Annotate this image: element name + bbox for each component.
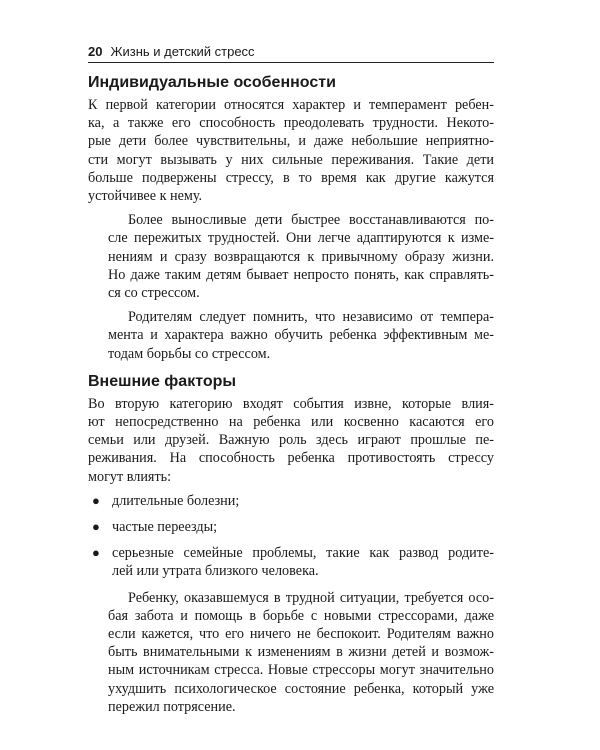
text-line: серьезные семейные проблемы, такие как развод родите- bbox=[112, 545, 494, 562]
section-heading-individual: Индивидуальные особенности bbox=[88, 74, 336, 91]
text-line: Во вторую категорию входят события извне, которые влия- bbox=[88, 395, 494, 412]
text-line: больше подвержены стрессу, в то время как другие кажутся bbox=[88, 169, 494, 186]
text-line: Но даже таким детям бывает непросто понять, как справлять- bbox=[108, 266, 494, 283]
text-line: нениям и сразу возвращаются к привычному образу жизни. bbox=[108, 248, 494, 265]
list-item bbox=[88, 544, 494, 580]
text-line: сле пережитых трудностей. Они легче адаптируются к изме- bbox=[108, 230, 494, 247]
text-line: сти могут вызывать у них сильные переживания. Такие дети bbox=[88, 151, 494, 168]
paragraph bbox=[88, 308, 494, 363]
paragraph bbox=[88, 395, 494, 486]
text-line: если кажется, что его ничего не беспокоит. Родителям важно bbox=[108, 626, 494, 643]
running-title: Жизнь и детский стресс bbox=[110, 44, 255, 59]
text-line: рые дети более чувствительны, и даже небольшие неприятно- bbox=[88, 133, 494, 150]
paragraph bbox=[88, 96, 494, 205]
bullet-icon: ● bbox=[92, 492, 100, 508]
bullet-icon: ● bbox=[92, 519, 100, 535]
text-line: ка, а также его способность преодолевать трудности. Некото- bbox=[88, 115, 494, 132]
paragraph bbox=[88, 211, 494, 302]
list-item bbox=[88, 518, 494, 536]
text-line: лей или утрата близкого человека. bbox=[112, 563, 319, 580]
text-line: ся со стрессом. bbox=[108, 285, 200, 302]
text-line: семьи или друзей. Важную роль здесь играют прошлые пе- bbox=[88, 432, 494, 449]
page-number: 20 bbox=[88, 44, 103, 59]
running-header bbox=[88, 41, 494, 63]
text-line: ным источникам стресса. Новые стрессоры могут значительно bbox=[108, 662, 494, 679]
text-line: К первой категории относятся характер и темперамент ребен- bbox=[88, 97, 494, 113]
bullet-icon: ● bbox=[92, 545, 100, 561]
list-item bbox=[88, 492, 494, 510]
text-line: частые переезды; bbox=[112, 519, 218, 536]
text-line: мента и характера важно обучить ребенка эффективным ме- bbox=[108, 327, 494, 344]
text-line: ухудшить психологическое состояние ребенка, который уже bbox=[108, 680, 494, 697]
text-line: Более выносливые дети быстрее восстанавливаются по- bbox=[128, 212, 494, 229]
section-heading-external: Внешние факторы bbox=[88, 372, 237, 390]
text-line: бая забота и помощь в борьбе с новыми стрессорами, даже bbox=[108, 607, 494, 624]
text-line: реживания. На способность ребенка противостоять стрессу bbox=[88, 450, 494, 467]
text-line: Ребенку, оказавшемуся в трудной ситуации, требуется осо- bbox=[128, 589, 494, 606]
text-line: быть внимательными к изменениям в жизни детей и возмож- bbox=[108, 644, 494, 661]
text-line: могут влиять: bbox=[88, 468, 172, 485]
text-line: устойчивее к нему. bbox=[88, 188, 203, 205]
text-line: пережил потрясение. bbox=[108, 698, 236, 715]
paragraph bbox=[88, 589, 494, 716]
text-line: ют непосредственно на ребенка или косвенно касаются его bbox=[88, 414, 494, 431]
text-line: тодам борьбы со стрессом. bbox=[108, 345, 271, 362]
text-line: Родителям следует помнить, что независимо от темпера- bbox=[128, 309, 494, 326]
text-line: длительные болезни; bbox=[112, 492, 240, 509]
page-body bbox=[88, 72, 494, 716]
factor-list bbox=[88, 492, 494, 581]
